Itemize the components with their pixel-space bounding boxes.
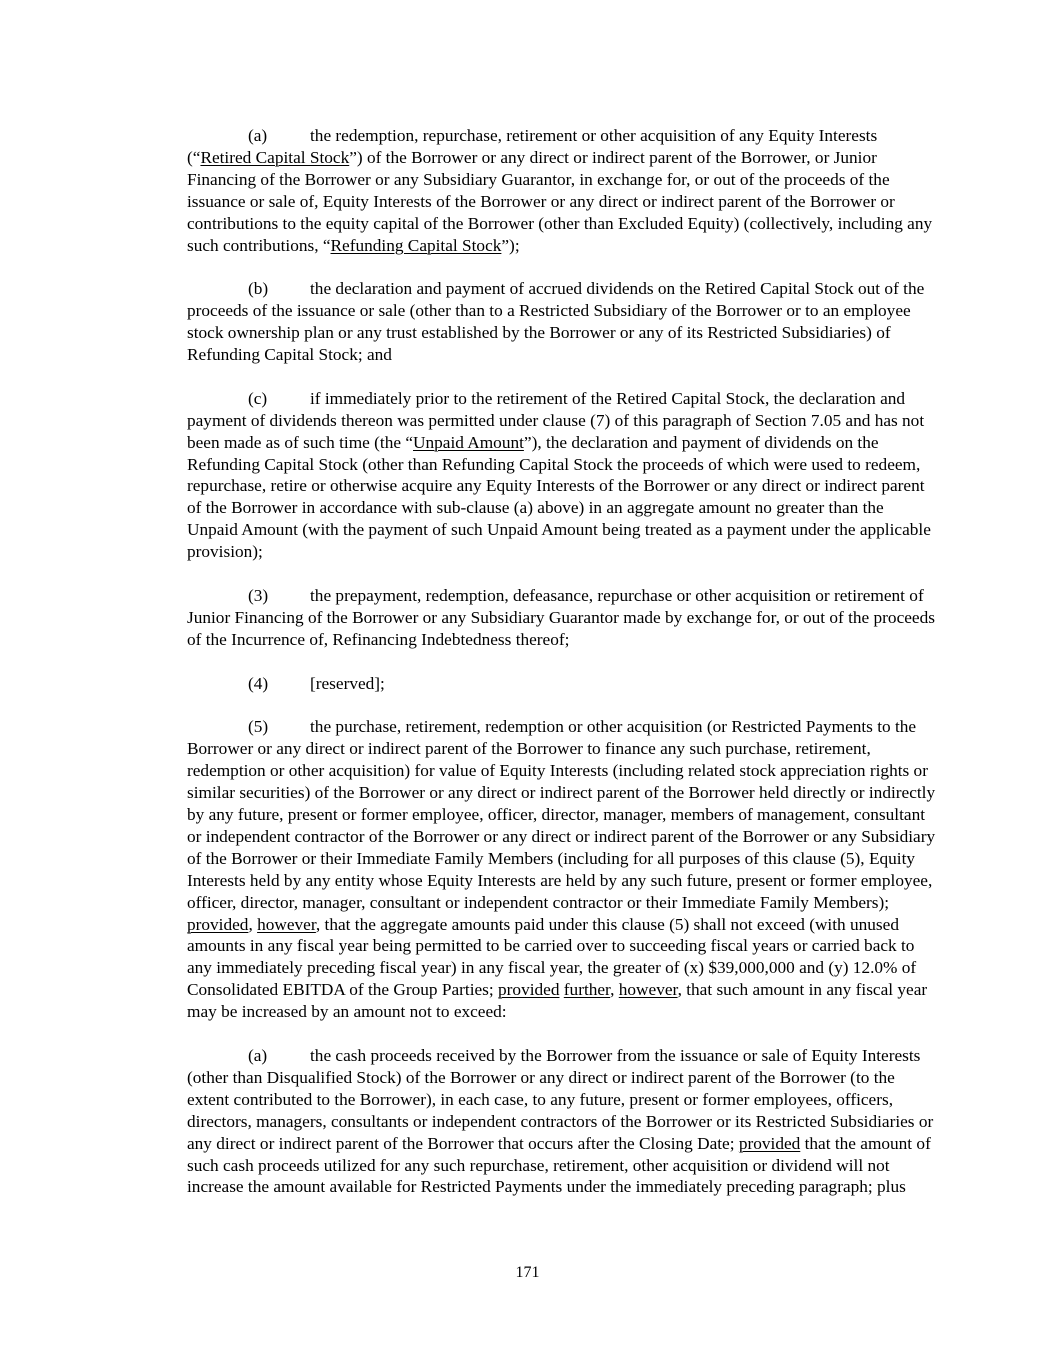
page-number: 171 [515, 1264, 540, 1281]
clause-paragraph [187, 125, 937, 256]
clause-text: ”), the declaration and payment of dividends on the Refunding Capital Stock (other than Refunding Capital Stock the proceeds of which were used to redeem, repurchase, retire or otherwise acquire any Equity Interests of the Borrower or any direct or indirect parent of the Borrower in accordance with sub-clause (a) above) in an aggregate amount no greater than the Unpaid Amount (with the payment of such Unpaid Amount being treated as a payment under the applicable provision); [187, 432, 931, 562]
clause-paragraph [187, 278, 937, 366]
clause-label: (4) [248, 673, 269, 693]
clause-text: the prepayment, redemption, defeasance, repurchase or other acquisition or retirement of Junior Financing of the Borrower or any Subsidiary Guarantor made by exchange for, or out of the proceeds of the Incurrence of, Refinancing Indebtedness thereof; [187, 585, 935, 649]
clause-text: that the amount of such cash proceeds utilized for any such repurchase, retirement, other acquisition or dividend will not increase the amount available for Restricted Payments under the immediately preceding paragraph; plus [187, 1133, 931, 1197]
defined-term: Retired Capital Stock [200, 147, 350, 167]
clause-text: , that such amount in any fiscal year may be increased by an amount not to exceed: [187, 980, 928, 1022]
clause-label: (5) [248, 717, 269, 737]
clause-text: the redemption, repurchase, retirement or other acquisition of any Equity Interests (“ [187, 126, 878, 167]
clause-paragraph [187, 716, 937, 1023]
clause-paragraph [187, 673, 937, 695]
clause-text: if immediately prior to the retirement of the Retired Capital Stock, the declaration and payment of dividends thereon was permitted under clause (7) of this paragraph of Section 7.05 and has not been made as of such time (the “ [187, 388, 925, 452]
clause-text: the cash proceeds received by the Borrower from the issuance or sale of Equity Interests (other than Disqualified Stock) of the Borrower or any direct or indirect parent of the Borrower (to the extent contributed to the Borrower), in each case, to any future, present or former employees, officers, directors, managers, consultants or independent contractors of the Borrower or its Restricted Subsidiaries or any direct or indirect parent of the Borrower that occurs after the Closing Date; [187, 1045, 934, 1153]
clause-text: ”); [501, 235, 520, 255]
clause-paragraph [187, 1045, 937, 1198]
clause-label: (3) [248, 585, 269, 605]
clause-paragraph [187, 585, 937, 651]
defined-term: provided [738, 1133, 801, 1153]
defined-term: further [563, 980, 611, 1000]
clause-label: (a) [248, 126, 268, 145]
clause-text: the purchase, retirement, redemption or other acquisition (or Restricted Payments to the Borrower or any direct or indirect parent of the Borrower to finance any such purchase, retirement, redemption or other acquisition) for value of Equity Interests (including related stock appreciation rights or similar securities) of the Borrower or any direct or indirect parent of the Borrower held directly or indirectly by any future, present or former employee, officer, director, manager, members of management, consultant or independent contractor of the Borrower or any direct or indirect parent of the Borrower or any Subsidiary of the Borrower or their Immediate Family Members (including for all purposes of this clause (5), Equity Interests held by any entity whose Equity Interests are held by any such future, present or former employee, officer, director, manager, consultant or independent contractor or their Immediate Family Members); [187, 717, 936, 912]
clause-text: , [610, 980, 619, 1000]
document-body [187, 125, 937, 1198]
defined-term: Refunding Capital Stock [330, 235, 502, 255]
clause-label: (a) [248, 1045, 268, 1065]
defined-term: provided [187, 914, 249, 934]
clause-text: the declaration and payment of accrued dividends on the Retired Capital Stock out of the proceeds of the issuance or sale (other than to a Restricted Subsidiary of the Borrower or to an employee stock ownership plan or any trust established by the Borrower or any of its Restricted Subsidiaries) of Refunding Capital Stock; and [187, 279, 925, 365]
clause-text: , that the aggregate amounts paid under this clause (5) shall not exceed (with unused amounts in any fiscal year being permitted to be carried over to succeeding fiscal years or carried back to any immediately preceding fiscal year) in any fiscal year, the greater of (x) $39,000,000 and (y) 12.0% of Consolidated EBITDA of the Group Parties; [187, 914, 917, 1000]
defined-term: however [257, 914, 316, 934]
clause-paragraph [187, 388, 937, 563]
clause-label: (b) [248, 279, 269, 299]
clause-text: [reserved]; [310, 673, 385, 693]
defined-term: provided [498, 980, 560, 1000]
clause-text: ”) of the Borrower or any direct or indirect parent of the Borrower, or Junior Financing of the Borrower or any Subsidiary Guarantor, in exchange for, or out of the proceeds of the issuance or sale of, Equity Interests of the Borrower or any direct or indirect parent of the Borrower or contributions to the equity capital of the Borrower (other than Excluded Equity) (collectively, including any such contributions, “ [187, 147, 933, 255]
clause-text: , [248, 914, 258, 934]
defined-term: Unpaid Amount [413, 432, 524, 452]
clause-label: (c) [248, 388, 268, 408]
defined-term: however [618, 980, 678, 1000]
